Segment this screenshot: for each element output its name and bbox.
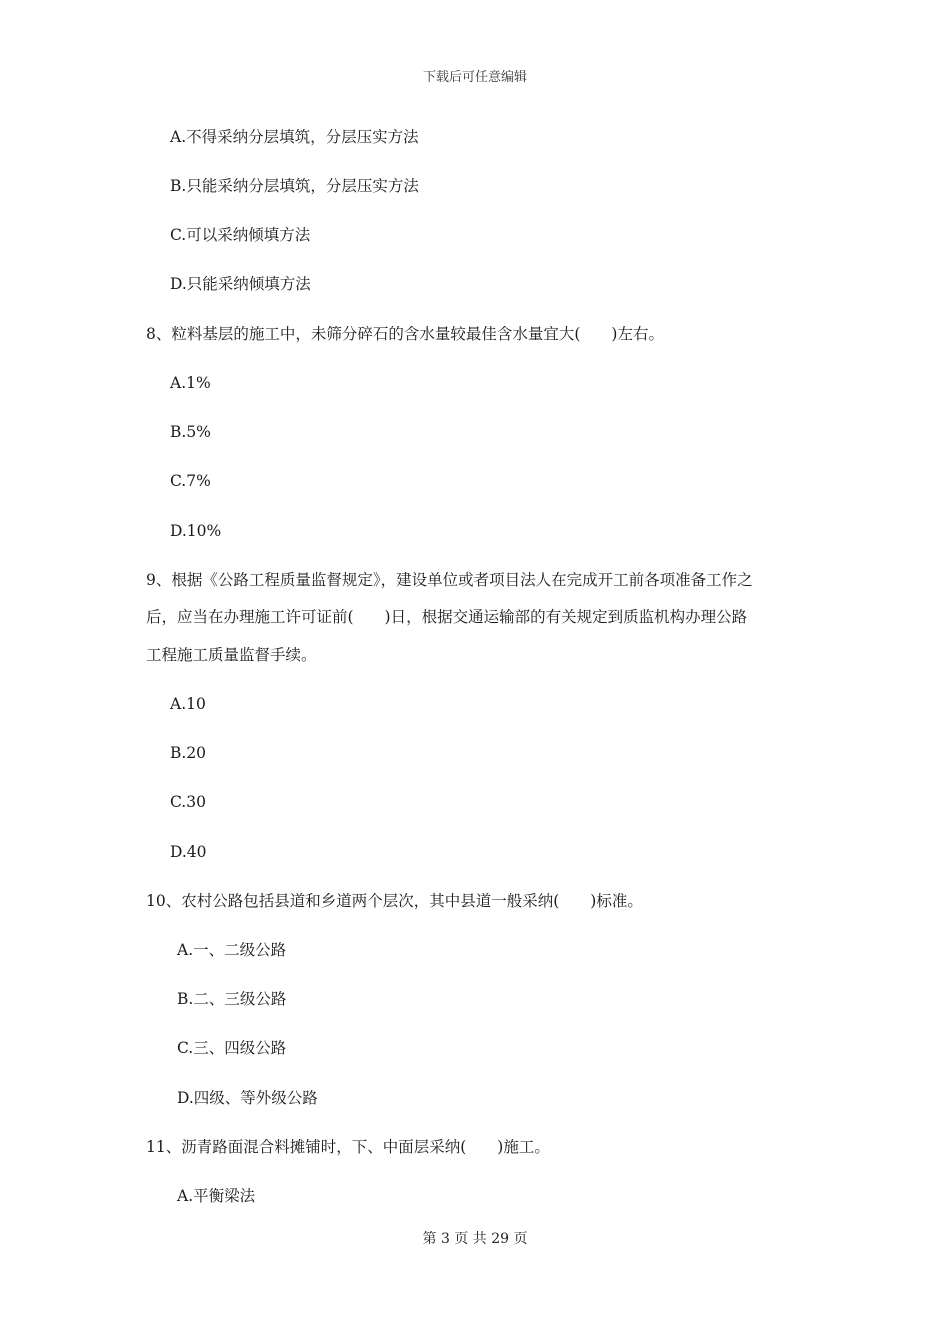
q7-option-d: D.只能采纳倾填方法 bbox=[170, 275, 311, 293]
q9-stem-line-3: 工程施工质量监督手续。 bbox=[146, 646, 317, 664]
q9-stem-line-2: 后，应当在办理施工许可证前( )日，根据交通运输部的有关规定到质监机构办理公路 bbox=[146, 608, 748, 626]
q10-option-a: A.一、二级公路 bbox=[177, 941, 287, 959]
q8-option-b: B.5% bbox=[170, 423, 211, 441]
q7-option-a: A.不得采纳分层填筑，分层压实方法 bbox=[170, 128, 419, 146]
q9-option-a: A.10 bbox=[170, 695, 206, 713]
q7-option-b: B.只能采纳分层填筑，分层压实方法 bbox=[170, 177, 419, 195]
q11-option-a: A.平衡梁法 bbox=[177, 1187, 256, 1205]
q9-stem-line-1: 9、根据《公路工程质量监督规定》，建设单位或者项目法人在完成开工前各项准备工作之 bbox=[146, 571, 753, 589]
q10-stem: 10、农村公路包括县道和乡道两个层次，其中县道一般采纳( )标准。 bbox=[146, 892, 643, 910]
q8-stem: 8、粒料基层的施工中，未筛分碎石的含水量较最佳含水量宜大( )左右。 bbox=[146, 325, 664, 343]
q10-option-d: D.四级、等外级公路 bbox=[177, 1089, 318, 1107]
q9-option-c: C.30 bbox=[170, 793, 206, 811]
q11-stem: 11、沥青路面混合料摊铺时，下、中面层采纳( )施工。 bbox=[146, 1138, 550, 1156]
q7-option-c: C.可以采纳倾填方法 bbox=[170, 226, 311, 244]
page-footer: 第 3 页 共 29 页 bbox=[422, 1231, 528, 1247]
q9-option-d: D.40 bbox=[170, 843, 207, 861]
q10-option-b: B.二、三级公路 bbox=[177, 990, 287, 1008]
q8-option-c: C.7% bbox=[170, 472, 211, 490]
q9-option-b: B.20 bbox=[170, 744, 207, 762]
page-header: 下载后可任意编辑 bbox=[422, 70, 527, 85]
q8-option-a: A.1% bbox=[170, 374, 211, 392]
q10-option-c: C.三、四级公路 bbox=[177, 1039, 287, 1057]
q8-option-d: D.10% bbox=[170, 522, 222, 540]
